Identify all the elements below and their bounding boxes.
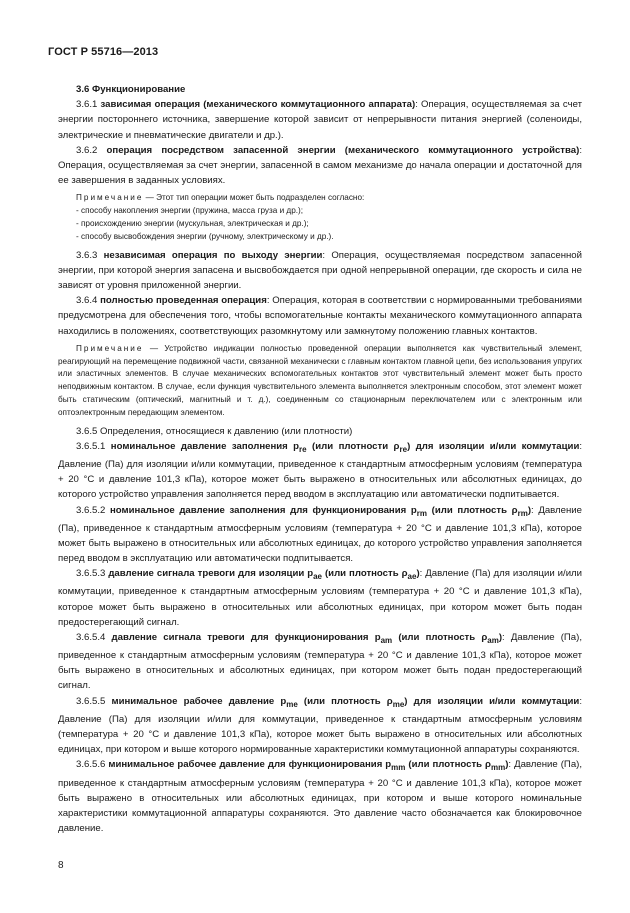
term — [111, 441, 580, 452]
term-subscript: ae — [407, 572, 417, 582]
definition: : Давление (Па), приведенное к стандартным атмосферным условиям (температура + 20 °С и давление 101,3 кПа), которое может быть выражено в относительных или абсолютных единицах, до которого устройство управления заполняется перед вводом в эксплуатацию или автоматически подпитывается. — [58, 504, 582, 565]
definition: : Операция, которая в соответствии с нормированными требованиями предусмотрена для обеспечения того, чтобы вспомогательные контакты механического коммутационного аппарата находились в положениях, соответствующих разомкнутому или замкнутому положению главных контактов. — [58, 295, 582, 337]
term-part: (или плотности ρ — [306, 440, 400, 452]
note-block — [58, 343, 582, 420]
clause-number: 3.6.5.3 — [76, 568, 106, 580]
document-body — [58, 82, 582, 836]
term-part: номинальное давление заполнения p — [110, 440, 300, 452]
clause-3-6-4 — [58, 293, 582, 339]
definition: : Операция, осуществляемая посредством запасенной энергии, при которой энергия запасена и высвобождается при одной непрерывной операции, где скорость и сила не зависят от уровня приложенной энергии. — [58, 249, 582, 292]
term-part: давление сигнала тревоги для изоляции p — [108, 568, 314, 580]
clause-3-6-5-6 — [58, 757, 582, 836]
term-subscript: re — [299, 444, 307, 454]
term-subscript: rm — [416, 508, 427, 518]
term-subscript: re — [399, 444, 408, 454]
term: полностью проведенная операция — [100, 295, 267, 307]
clause-3-6-3 — [58, 248, 582, 294]
note-label: Примечание — [76, 343, 144, 353]
clause-number: 3.6.2 — [76, 144, 98, 156]
clause-3-6-1 — [58, 97, 582, 143]
term — [108, 568, 420, 582]
term-part: ) для изоляции и/или коммутации — [404, 695, 580, 707]
term-part: давление сигнала тревоги для функционирования p — [111, 631, 381, 643]
note-text: — Этот тип операции может быть подразделен согласно: — [143, 193, 365, 203]
term — [108, 759, 509, 773]
clause-number: 3.6.3 — [76, 249, 98, 261]
term — [112, 632, 502, 643]
term-part: (или плотность ρ — [427, 504, 518, 516]
document-code-header: ГОСТ Р 55716—2013 — [48, 46, 159, 58]
term-part: (или плотность ρ — [322, 568, 408, 580]
clause-number: 3.6.4 — [76, 295, 98, 307]
section-title: 3.6 Функционирование — [76, 84, 186, 95]
clause-number: 3.6.1 — [76, 99, 98, 111]
definition: : Давление (Па) для изоляции и/или для коммутации, приведенное к стандартным атмосферным условиям (температура + 20 °С и давление 101,3 кПа), которое может быть выражено в относительных или абсолютных единицах, при котором и выше которого нормированные характеристики коммутационной аппаратуры сохраняются. — [58, 695, 582, 756]
clause-number: 3.6.5.4 — [76, 631, 106, 643]
clause-3-6-5-4 — [58, 630, 582, 694]
definition: : Давление (Па), приведенное к стандартным атмосферным условиям (температура + 20 °С и давление 101,3 кПа), которое может быть выражено в относительных и абсолютных единицах, при котором может быть подан предостерегающий сигнал. — [58, 631, 583, 692]
definition: : Операция, осуществляемая за счет энергии постороннего источника, завершение которой зависит от непрерывности питания энергией (соленоиды, электрические и пневматические двигатели и др.). — [58, 99, 582, 141]
note-paragraph — [58, 343, 582, 420]
definition: : Давление (Па) для изоляции и/или коммутации, приведенное к стандартным атмосферным условиям (температура + 20 °С и давление 101,3 кПа), которое может быть выражено в относительных или абсолютных единицах, при котором может быть подан предостерегающий сигнал. — [58, 568, 583, 628]
note-label: Примечание — [76, 193, 144, 203]
note-lead — [58, 192, 582, 205]
term-subscript: am — [487, 635, 499, 645]
term-subscript: rm — [517, 508, 528, 518]
term-part: ) — [505, 759, 509, 771]
term-part: минимальное рабочее давление p — [111, 695, 287, 707]
term — [111, 696, 579, 707]
note-block — [58, 192, 582, 243]
term-subscript: me — [392, 699, 405, 709]
page-number: 8 — [58, 860, 64, 871]
term-part: (или плотность ρ — [392, 631, 488, 643]
note-item: - способу накопления энергии (пружина, масса груза и др.); — [76, 206, 304, 216]
term-subscript: am — [380, 635, 393, 645]
term: независимая операция по выходу энергии — [103, 249, 323, 261]
term-part: ) — [527, 504, 532, 516]
clause-3-6-5: 3.6.5 Определения, относящиеся к давлению (или плотности) — [76, 425, 353, 437]
clause-number: 3.6.5.6 — [76, 759, 106, 771]
clause-3-6-5-5 — [58, 694, 582, 758]
definition: : Давление (Па) для изоляции и/или коммутации, приведенное к стандартным атмосферным условиям (температура + 20 °С и давление 101,3 кПа), которое может быть выражено в относительных или абсолютных единицах, до которого устройство управления заполняется перед вводом в эксплуатацию или автоматически подпитывается. — [58, 440, 583, 501]
term-part: ) для изоляции и/или коммутации — [407, 440, 580, 452]
term-part: ) — [416, 568, 420, 580]
note-item: - происхождению энергии (мускульная, электрическая и др.); — [76, 219, 309, 229]
term-part: номинальное давление заполнения для функционирования p — [110, 504, 417, 516]
term — [110, 505, 531, 516]
term-part: (или плотность ρ — [405, 759, 491, 771]
term-part: минимальное рабочее давление для функционирования p — [108, 759, 392, 771]
clause-3-6-5-2 — [58, 503, 582, 567]
clause-3-6-5-3 — [58, 566, 582, 630]
term-subscript: mm — [391, 763, 406, 773]
term-subscript: mm — [490, 763, 506, 773]
clause-number: 3.6.5.2 — [76, 504, 106, 516]
term: операция посредством запасенной энергии (механического коммутационного устройства) — [106, 144, 580, 156]
clause-3-6-5-1 — [58, 439, 582, 503]
term-part: (или плотность ρ — [297, 695, 393, 707]
definition: : Операция, осуществляемая за счет энергии, запасенной в самом механизме до начала операции и достаточной для ее завершения в заданных условиях. — [58, 144, 582, 187]
clause-number: 3.6.5.5 — [76, 695, 106, 707]
note-text: — Устройство индикации полностью проведенной операции выполняется как чувствительный элемент, реагирующий на перемещение подвижной части, связанной механически с главным контактом главной цепи, без использования упругих или эластичных элементов. В случае механических вспомогательных контактов этот чувствительный элемент может быть просто неподвижным контактом. В случае, если функция чувствительного элемента выполняется электронным способом, этот элемент может быть статическим (оптический, магнитный и т. д.), соединенным со стационарным переключателем или с электронным или оптоэлектронным передающим элементом. — [58, 343, 582, 417]
clause-number: 3.6.5.1 — [76, 440, 106, 452]
note-item: - способу высвобождения энергии (ручному, электрическому и др.). — [76, 231, 334, 241]
term-subscript: me — [286, 699, 298, 709]
term-part: ) — [498, 631, 503, 643]
term-subscript: ae — [313, 572, 322, 582]
clause-3-6-2 — [58, 143, 582, 189]
term: зависимая операция (механического коммутационного аппарата) — [100, 99, 416, 111]
definition: : Давление (Па), приведенное к стандартным атмосферным условиям (температура + 20 °С и давление 101,3 кПа), которое может быть выражено в относительных или абсолютных единицах, при котором и выше которого номинальные характеристики коммутационной аппаратуры сохраняются. Это давление часто обозначается как блокировочное давление. — [58, 759, 583, 835]
